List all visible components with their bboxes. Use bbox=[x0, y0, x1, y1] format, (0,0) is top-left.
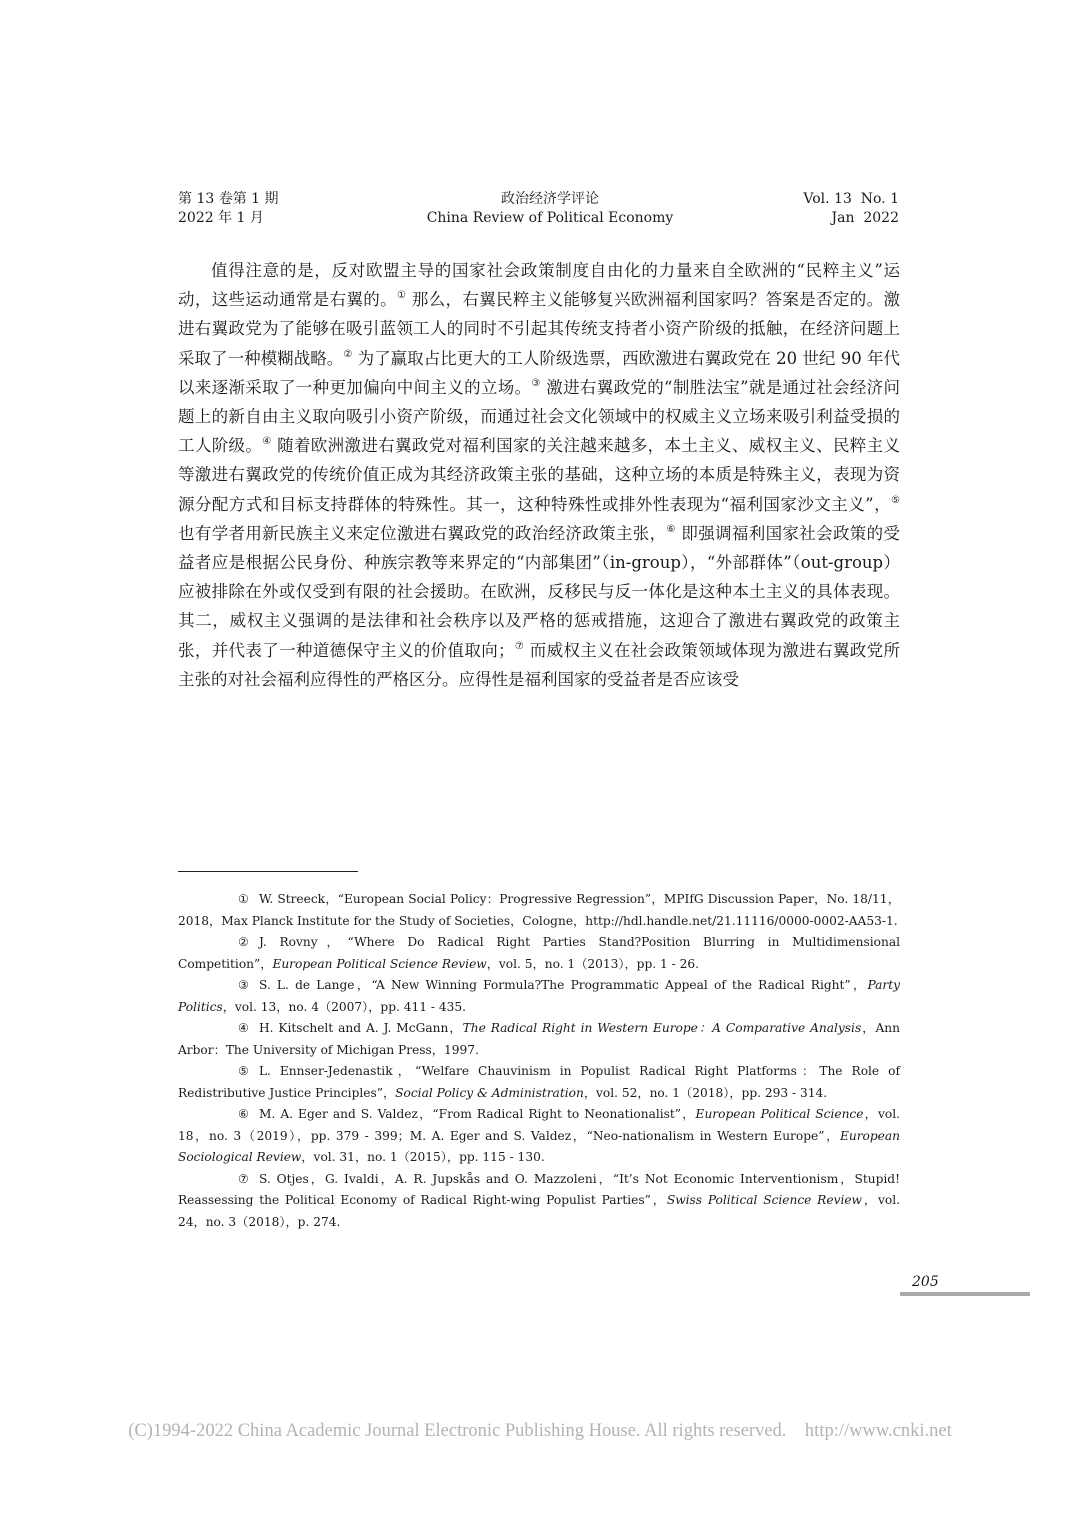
footnote-marker: ⑥ bbox=[238, 1107, 249, 1121]
volume-issue-en: Vol. 13 No. 1 bbox=[803, 191, 899, 207]
footnote-text: ，vol. 13，no. 4（2007），pp. 411 - 435. bbox=[222, 999, 467, 1014]
journal-title-en: China Review of Political Economy bbox=[426, 210, 674, 226]
footnote-text: ，vol. 18，no. 3（2019），pp. 379 - 399；M. A. Eger and S. Valdez，“Neo-nationalism in Western Europe”， bbox=[178, 1107, 900, 1143]
footnote-marker: ⑦ bbox=[238, 1171, 249, 1186]
running-header-journal bbox=[380, 190, 720, 228]
volume-issue: 第 13 卷第 1 期 bbox=[178, 191, 279, 207]
footnote-2 bbox=[178, 932, 900, 975]
footnote-marker: ③ bbox=[238, 978, 249, 992]
footnote-ref-3[interactable]: ③ bbox=[531, 377, 541, 389]
journal-title: Swiss Political Science Review bbox=[666, 1193, 862, 1207]
body-text-segment: 为了赢取占比更大的工人阶级选票，西欧激进右翼政党在 20 世纪 90 年代以来逐渐采取了一种更加偏向中间主义的立场。 bbox=[178, 348, 901, 397]
footnote-text: J. Rovny，“Where Do Radical Right Parties Stand?Position Blurring in Multidimensional Competition”， bbox=[178, 935, 900, 971]
footnote-ref-5[interactable]: ⑤ bbox=[891, 494, 900, 506]
footnote-text: ，vol. 31，no. 1（2015），pp. 115 - 130. bbox=[301, 1150, 545, 1164]
footnote-text: M. A. Eger and S. Valdez，“From Radical Right to Neonationalist”， bbox=[258, 1107, 696, 1121]
footnote-ref-7[interactable]: ⑦ bbox=[514, 640, 525, 652]
footnote-text: ，Ann Arbor：The University of Michigan Press，1997. bbox=[178, 1021, 901, 1057]
footnote-separator bbox=[178, 871, 358, 872]
footnote-3 bbox=[178, 975, 900, 1018]
footnote-text: ，vol. 52，no. 1（2018），pp. 293 - 314. bbox=[583, 1085, 828, 1100]
body-text-segment: 随着欧洲激进右翼政党对福利国家的关注越来越多，本土主义、威权主义、民粹主义等激进右翼政党的传统价值正成为其经济政策主张的基础，这种立场的本质是特殊主义，表现为资源分配方式和目标支持群体的特殊性。其一，这种特殊性或排外性表现为“福利国家沙文主义”， bbox=[178, 436, 900, 514]
footnote-ref-2[interactable]: ② bbox=[343, 348, 353, 360]
footnote-4 bbox=[178, 1018, 900, 1061]
journal-title-zh: 政治经济学评论 bbox=[501, 191, 599, 207]
footnote-ref-4[interactable]: ④ bbox=[262, 436, 272, 448]
book-title: The Radical Right in Western Europe：A Comparative Analysis bbox=[462, 1021, 862, 1035]
footnote-marker: ⑤ bbox=[238, 1064, 249, 1078]
running-header-volume bbox=[178, 190, 279, 228]
footnote-text: S. L. de Lange，“A New Winning Formula?The Programmatic Appeal of the Radical Right”， bbox=[258, 978, 868, 992]
journal-title: European Political Science bbox=[695, 1107, 864, 1121]
footnote-5 bbox=[178, 1061, 900, 1104]
footnote-text: ，vol. 24，no. 3（2018），p. 274. bbox=[178, 1193, 900, 1229]
footnote-6 bbox=[178, 1104, 900, 1169]
journal-title: Party Politics bbox=[178, 978, 900, 1014]
footnote-text: L. Ennser-Jedenastik，“Welfare Chauvinism in Populist Radical Right Platforms：The Role of Redistributive Justice Principles”， bbox=[178, 1064, 900, 1100]
footnote-text: S. Otjes，G. Ivaldi，A. R. Jupskås and O. Mazzoleni，“It’s Not Economic Interventionism，Stupid! Reassessing the Political Economy of Radical Right-wing Populist Parties”， bbox=[178, 1171, 900, 1207]
page-number: 205 bbox=[912, 1274, 939, 1290]
issue-date-en: Jan 2022 bbox=[831, 210, 899, 226]
body-text-segment: 即强调福利国家社会政策的受益者应是根据公民身份、种族宗教等来界定的“内部集团”（in-group），“外部群体”（out-group）应被排除在外或仅受到有限的社会援助。在欧洲，反移民与反一体化是这种本土主义的具体表现。其二，威权主义强调的是法律和社会秩序以及严格的惩戒措施，这迎合了激进右翼政党的政策主张，并代表了一种道德保守主义的价值取向； bbox=[178, 523, 900, 660]
footnote-1 bbox=[178, 889, 900, 932]
body-text-segment: 而威权主义在社会政策领域体现为激进右翼政党所主张的对社会福利应得性的严格区分。应得性是福利国家的受益者是否应该受 bbox=[178, 640, 900, 689]
footnote-ref-6[interactable]: ⑥ bbox=[666, 523, 676, 535]
copyright-notice: (C)1994-2022 China Academic Journal Electronic Publishing House. All rights reserved. http://www.cnki.net bbox=[128, 1421, 952, 1441]
body-text-segment: 也有学者用新民族主义来定位激进右翼政党的政治经济政策主张， bbox=[178, 523, 667, 543]
running-header-volume-en bbox=[803, 190, 899, 228]
journal-title: European Political Science Review bbox=[272, 956, 487, 971]
body-text-segment: 激进右翼政党的“制胜法宝”就是通过社会经济问题上的新自由主义取向吸引小资产阶级，而通过社会文化领域中的权威主义立场来吸引利益受损的工人阶级。 bbox=[178, 377, 901, 456]
footnote-marker: ④ bbox=[238, 1021, 249, 1035]
journal-title: Social Policy & Administration bbox=[395, 1085, 584, 1100]
footnotes bbox=[178, 889, 900, 1233]
issue-date: 2022 年 1 月 bbox=[178, 210, 264, 226]
page-number-bar bbox=[900, 1292, 1030, 1296]
footnote-text: W. Streeck，“European Social Policy：Progressive Regression”，MPIfG Discussion Paper，No. 18/11，2018，Max Planck Institute for the Study of Societies，Cologne，http://hdl.handle.net/21.11116/0000-0002-AA53-1. bbox=[178, 892, 900, 928]
journal-title: European Sociological Review bbox=[178, 1128, 900, 1164]
footnote-marker: ② bbox=[238, 935, 249, 949]
body-text-segment: 那么，右翼民粹主义能够复兴欧洲福利国家吗？答案是否定的。激进右翼政党为了能够在吸引蓝领工人的同时不引起其传统支持者小资产阶级的抵触，在经济问题上采取了一种模糊战略。 bbox=[178, 290, 900, 368]
body-paragraph bbox=[178, 256, 900, 694]
footnote-text: H. Kitschelt and A. J. McGann， bbox=[258, 1021, 463, 1035]
footnote-text: ，vol. 5，no. 1（2013），pp. 1 - 26. bbox=[486, 956, 700, 971]
footnote-ref-1[interactable]: ① bbox=[396, 290, 407, 302]
body-text-segment: 值得注意的是，反对欧盟主导的国家社会政策制度自由化的力量来自全欧洲的“民粹主义”运动，这些运动通常是右翼的。 bbox=[178, 261, 900, 310]
footnote-marker: ① bbox=[238, 892, 249, 906]
footnote-7 bbox=[178, 1169, 900, 1234]
